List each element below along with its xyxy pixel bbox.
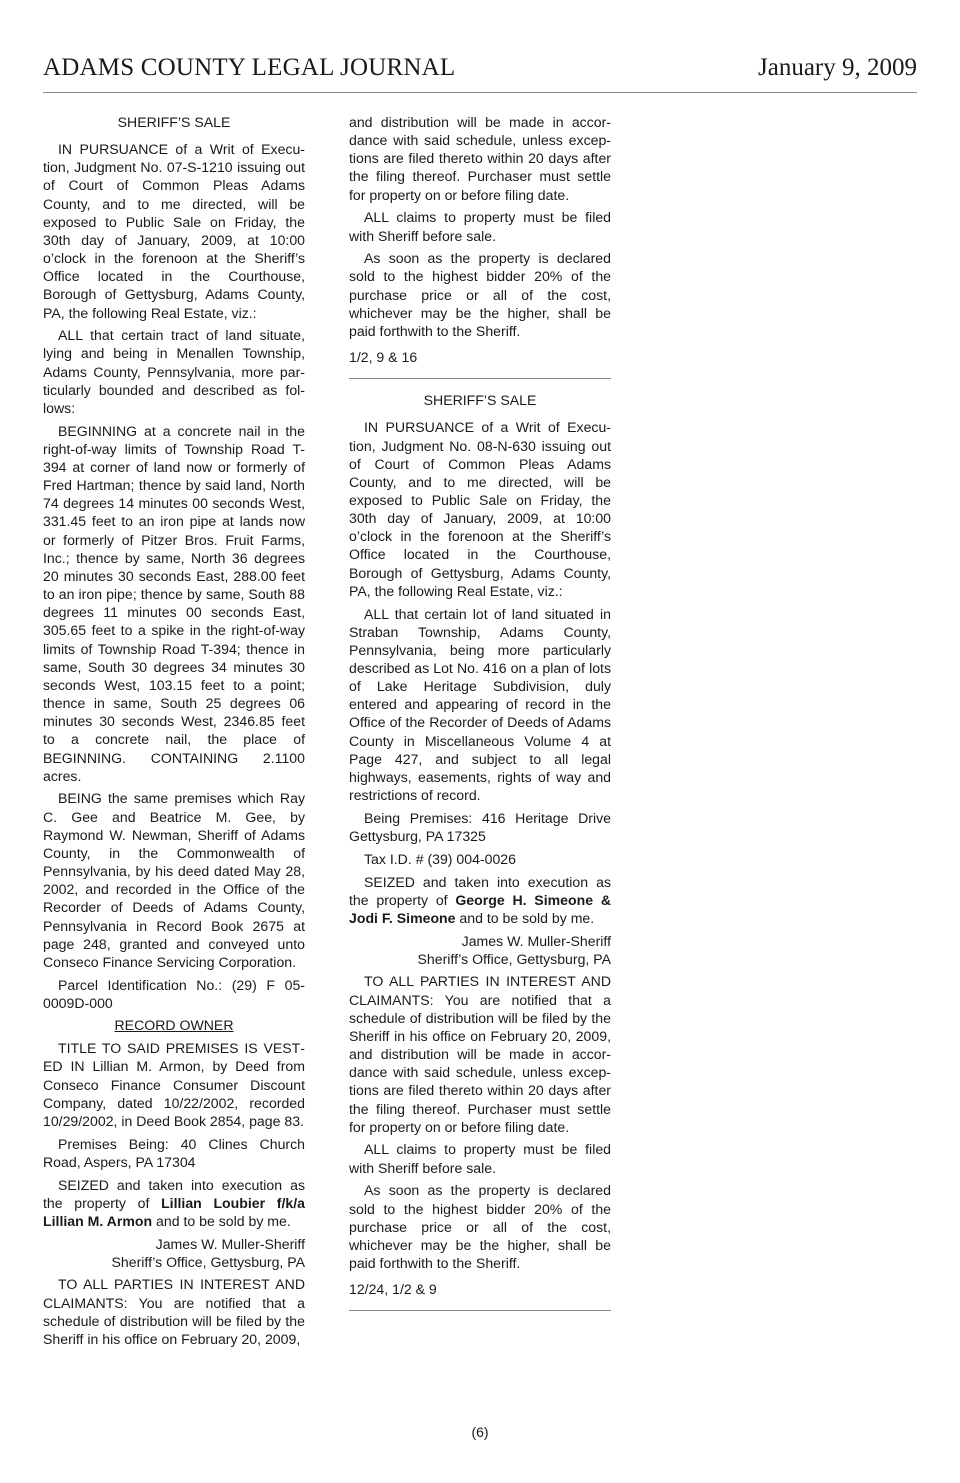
sale-1-publication-dates: 1/2, 9 & 16	[349, 349, 418, 366]
sale-2-claims-notice: ALL claims to property must be filed with Sheriff before sale.	[349, 1141, 611, 1176]
journal-title: ADAMS COUNTY LEGAL JOURNAL	[43, 54, 456, 81]
sale-1-sheriff-name: James W. Muller-Sheriff	[155, 1235, 305, 1252]
sale-1-chain-of-title: BEING the same premises which Ray C. Gee and Beatrice M. Gee, by Raymond W. Newman, Sheriff of Adams County, in the Commonwealth of Pennsylvania, by his deed dated May 28, 2002, and recorded in the Office of the Recorder of Deeds of Adams County, Pennsylvania in Record Book 2675 at page 248, granted and conveyed unto Conseco Finance Servicing Corporation.	[43, 790, 305, 970]
sale-2-heading: SHERIFF’S SALE	[423, 392, 537, 409]
sale-2-intro: IN PURSUANCE of a Writ of Execution, Judgment No. 08-N-630 issuing out of Court of Common Pleas Adams County, and to me directed, will be exposed to Public Sale on Friday, the 30th day of January, 2009, at 10:00 o’clock in the forenoon at the Sheriff’s Office located in the Courthouse, Borough of Gettysburg, Adams County, PA, the following Real Estate, viz.:	[349, 419, 611, 599]
sale-1-title-vested: TITLE TO SAID PREMISES IS VESTED IN Lillian M. Armon, by Deed from Conseco Finance Consumer Discount Company, dated 10/22/2002, recorded 10/29/2002, in Deed Book 2854, page 83.	[43, 1040, 305, 1129]
sale-1-parcel-id: Parcel Identification No.: (29) F 05-0009D-000	[43, 976, 305, 1011]
sale-2-sheriff-name: James W. Muller-Sheriff	[461, 932, 611, 949]
sale-1-sheriff-office: Sheriff’s Office, Gettysburg, PA	[111, 1253, 305, 1270]
section-divider-end	[349, 1310, 611, 1311]
issue-date: January 9, 2009	[758, 54, 917, 81]
sale-2-seized-statement: SEIZED and taken into execution as the property of George H. Simeone & Jodi F. Simeone and to be sold by me.	[349, 873, 611, 926]
section-divider	[349, 378, 611, 379]
sale-1-metes-and-bounds: BEGINNING at a concrete nail in the right-of-way limits of Township Road T-394 at corner of land now or formerly of Fred Hartman; thence by said land, North 74 degrees 14 minutes 00 seconds West, 331.45 feet to an iron pipe at lands now or formerly of Pitzer Bros. Fruit Farms, Inc.; thence by same, North 36 degrees 20 minutes 30 seconds East, 288.00 feet to an iron pipe; thence by same, South 88 degrees 11 minutes 00 seconds East, 305.65 feet to a spike in the right-of-way limits of Township Road T-394; thence in same, South 30 degrees 34 minutes 30 seconds West, 103.15 feet to a point; thence in same, South 25 degrees 06 minutes 30 seconds West, 2346.85 feet to a concrete nail, the place of BEGINNING. CONTAINING 2.1100 acres.	[43, 422, 305, 784]
sale-2-notice: TO ALL PARTIES IN INTEREST AND CLAIMANTS: You are notified that a schedule of distribution will be filed by the Sheriff in his office on February 20, 2009, and distribution will be made in accordance with said schedule, unless exceptions are filed thereto within 20 days after the filing thereof. Purchaser must settle for property on or before filing date.	[349, 973, 611, 1135]
column-right	[349, 113, 611, 1323]
sale-1-record-owner-heading: RECORD OWNER	[114, 1017, 234, 1034]
sale-2-premises: Being Premises: 416 Heritage Drive Gettysburg, PA 17325	[349, 809, 611, 844]
sale-1-premises: Premises Being: 40 Clines Church Road, Aspers, PA 17304	[43, 1135, 305, 1170]
sale-2-sheriff-office: Sheriff’s Office, Gettysburg, PA	[417, 950, 611, 967]
column-left	[43, 113, 305, 1353]
sale-1-intro: IN PURSUANCE of a Writ of Execution, Judgment No. 07-S-1210 issuing out of Court of Common Pleas Adams County, and to me directed, will be exposed to Public Sale on Friday, the 30th day of January, 2009, at 10:00 o’clock in the forenoon at the Sheriff’s Office located in the Courthouse, Borough of Gettysburg, Adams County, PA, the following Real Estate, viz.:	[43, 141, 305, 321]
sale-1-heading: SHERIFF’S SALE	[117, 114, 231, 130]
page-header	[43, 52, 917, 93]
sale-1-tract-description: ALL that certain tract of land situate, lying and being in Menallen Township, Adams County, Pennsylvania, more particularly bounded and described as follows:	[43, 327, 305, 416]
sale-1-notice-part-2: and distribution will be made in accordance with said schedule, unless exceptions are filed thereto within 20 days after the filing thereof. Purchaser must settle for property on or before filing date.	[349, 114, 611, 203]
sale-2-lot-description: ALL that certain lot of land situated in Straban Township, Adams County, Pennsylvania, being more particularly described as Lot No. 416 on a plan of lots of Lake Heritage Subdivision, duly entered and appearing of record in the Office of the Recorder of Deeds of Adams County in Miscellaneous Volume 4 at Page 427, and subject to all legal highways, easements, rights of way and restrictions of record.	[349, 605, 611, 804]
sale-1-notice-part-1: TO ALL PARTIES IN INTEREST AND CLAIMANTS: You are notified that a schedule of distribution will be filed by the Sheriff in his office on February 20, 2009,	[43, 1276, 305, 1347]
sale-2-payment-terms: As soon as the property is declared sold to the highest bidder 20% of the purchase price or all of the cost, whichever may be the higher, shall be paid forthwith to the Sheriff.	[349, 1182, 611, 1271]
page-number: (6)	[471, 1424, 489, 1440]
sale-1-owner-name: Lillian Loubier f/k/a Lillian M. Armon	[43, 1194, 305, 1229]
sale-2-publication-dates: 12/24, 1/2 & 9	[349, 1281, 437, 1298]
sale-2-tax-id: Tax I.D. # (39) 004-0026	[364, 850, 516, 867]
sale-1-claims-notice: ALL claims to property must be filed with Sheriff before sale.	[349, 209, 611, 244]
sale-2-owner-name: George H. Simeone & Jodi F. Simeone	[349, 891, 611, 926]
sale-1-payment-terms: As soon as the property is declared sold to the highest bidder 20% of the purchase price or all of the cost, whichever may be the higher, shall be paid forthwith to the Sheriff.	[349, 250, 611, 339]
sale-1-seized-statement: SEIZED and taken into execution as the property of Lillian Loubier f/k/a Lillian M. Armon and to be sold by me.	[43, 1176, 305, 1229]
